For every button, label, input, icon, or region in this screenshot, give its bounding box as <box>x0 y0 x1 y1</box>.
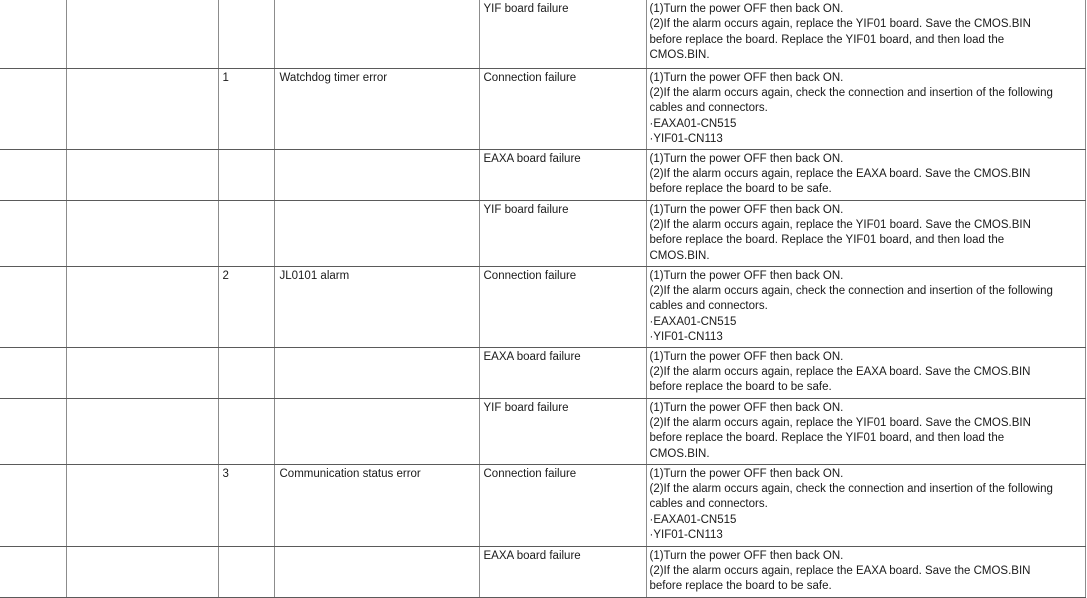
remedy-line: (2)If the alarm occurs again, replace the EAXA board. Save the CMOS.BIN <box>649 365 1031 378</box>
remedy-line: (1)Turn the power OFF then back ON. <box>649 203 844 216</box>
alarm-number-cell <box>218 149 274 200</box>
blank-cell <box>66 149 218 200</box>
cause-cell: EAXA board failure <box>479 149 646 200</box>
remedy-line: before replace the board to be safe. <box>649 580 832 593</box>
blank-cell <box>0 347 66 398</box>
alarm-number-cell: 3 <box>218 464 274 546</box>
alarm-item-cell <box>274 347 479 398</box>
remedy-line: before replace the board. Replace the YIF01 board, and then load the <box>649 432 1005 445</box>
remedy-cell <box>646 398 1085 464</box>
remedy-line: (2)If the alarm occurs again, replace the YIF01 board. Save the CMOS.BIN <box>649 416 1031 429</box>
alarm-item-cell <box>274 200 479 266</box>
remedy-line: ·YIF01-CN113 <box>649 133 723 146</box>
cause-cell: Connection failure <box>479 464 646 546</box>
table-row <box>0 546 1085 597</box>
cause-cell: Connection failure <box>479 266 646 347</box>
alarm-number-cell <box>218 0 274 68</box>
remedy-line: CMOS.BIN. <box>649 49 710 62</box>
table-row <box>0 347 1085 398</box>
remedy-line: cables and connectors. <box>649 102 768 115</box>
alarm-number-cell: 1 <box>218 68 274 149</box>
alarm-item-cell: Communication status error <box>274 464 479 546</box>
blank-cell <box>0 398 66 464</box>
remedy-line: before replace the board. Replace the YIF01 board, and then load the <box>649 234 1005 247</box>
remedy-line: (2)If the alarm occurs again, replace the EAXA board. Save the CMOS.BIN <box>649 564 1031 577</box>
blank-cell <box>66 0 218 68</box>
remedy-cell <box>646 464 1085 546</box>
table-row <box>0 149 1085 200</box>
remedy-cell <box>646 200 1085 266</box>
blank-cell <box>66 398 218 464</box>
remedy-line: (2)If the alarm occurs again, check the connection and insertion of the following <box>649 86 1053 99</box>
remedy-line: ·EAXA01-CN515 <box>649 315 737 328</box>
cause-cell: YIF board failure <box>479 200 646 266</box>
alarm-number-cell <box>218 546 274 597</box>
remedy-line: (1)Turn the power OFF then back ON. <box>649 269 844 282</box>
blank-cell <box>0 200 66 266</box>
remedy-line: ·YIF01-CN113 <box>649 529 723 542</box>
blank-cell <box>0 546 66 597</box>
alarm-item-cell <box>274 546 479 597</box>
blank-cell <box>0 464 66 546</box>
blank-cell <box>66 68 218 149</box>
cause-cell: YIF board failure <box>479 398 646 464</box>
remedy-line: before replace the board to be safe. <box>649 183 832 196</box>
remedy-line: (2)If the alarm occurs again, replace the YIF01 board. Save the CMOS.BIN <box>649 18 1031 31</box>
alarm-number-cell <box>218 347 274 398</box>
remedy-line: ·EAXA01-CN515 <box>649 117 737 130</box>
cause-cell: EAXA board failure <box>479 546 646 597</box>
remedy-cell <box>646 68 1085 149</box>
remedy-line: CMOS.BIN. <box>649 447 710 460</box>
table-row <box>0 68 1085 149</box>
blank-cell <box>66 464 218 546</box>
remedy-cell <box>646 149 1085 200</box>
remedy-line: (1)Turn the power OFF then back ON. <box>649 401 844 414</box>
remedy-line: ·YIF01-CN113 <box>649 331 723 344</box>
remedy-line: cables and connectors. <box>649 498 768 511</box>
table-row <box>0 0 1085 68</box>
cause-cell: YIF board failure <box>479 0 646 68</box>
remedy-line: before replace the board. Replace the YIF01 board, and then load the <box>649 33 1005 46</box>
blank-cell <box>66 347 218 398</box>
remedy-line: CMOS.BIN. <box>649 249 710 262</box>
blank-cell <box>66 546 218 597</box>
alarm-item-cell <box>274 149 479 200</box>
remedy-line: cables and connectors. <box>649 300 768 313</box>
blank-cell <box>0 266 66 347</box>
remedy-line: (2)If the alarm occurs again, check the connection and insertion of the following <box>649 482 1053 495</box>
remedy-cell <box>646 0 1085 68</box>
table-row <box>0 266 1085 347</box>
remedy-cell <box>646 546 1085 597</box>
blank-cell <box>0 68 66 149</box>
remedy-line: (2)If the alarm occurs again, check the connection and insertion of the following <box>649 284 1053 297</box>
remedy-line: (1)Turn the power OFF then back ON. <box>649 71 844 84</box>
blank-cell <box>0 0 66 68</box>
remedy-cell <box>646 266 1085 347</box>
remedy-line: (1)Turn the power OFF then back ON. <box>649 549 844 562</box>
alarm-number-cell <box>218 200 274 266</box>
table-row <box>0 464 1085 546</box>
remedy-cell <box>646 347 1085 398</box>
remedy-line: ·EAXA01-CN515 <box>649 513 737 526</box>
table-row <box>0 398 1085 464</box>
remedy-line: before replace the board to be safe. <box>649 381 832 394</box>
remedy-line: (1)Turn the power OFF then back ON. <box>649 3 844 15</box>
cause-cell: EAXA board failure <box>479 347 646 398</box>
table-row <box>0 200 1085 266</box>
alarm-item-cell: Watchdog timer error <box>274 68 479 149</box>
remedy-line: (1)Turn the power OFF then back ON. <box>649 152 844 165</box>
remedy-line: (2)If the alarm occurs again, replace the YIF01 board. Save the CMOS.BIN <box>649 218 1031 231</box>
alarm-item-cell <box>274 0 479 68</box>
remedy-line: (1)Turn the power OFF then back ON. <box>649 350 844 363</box>
alarm-number-cell: 2 <box>218 266 274 347</box>
remedy-line: (1)Turn the power OFF then back ON. <box>649 467 844 480</box>
cause-cell: Connection failure <box>479 68 646 149</box>
alarm-number-cell <box>218 398 274 464</box>
alarm-item-cell <box>274 398 479 464</box>
blank-cell <box>66 200 218 266</box>
blank-cell <box>66 266 218 347</box>
alarm-item-cell: JL0101 alarm <box>274 266 479 347</box>
blank-cell <box>0 149 66 200</box>
remedy-line: (2)If the alarm occurs again, replace the EAXA board. Save the CMOS.BIN <box>649 167 1031 180</box>
